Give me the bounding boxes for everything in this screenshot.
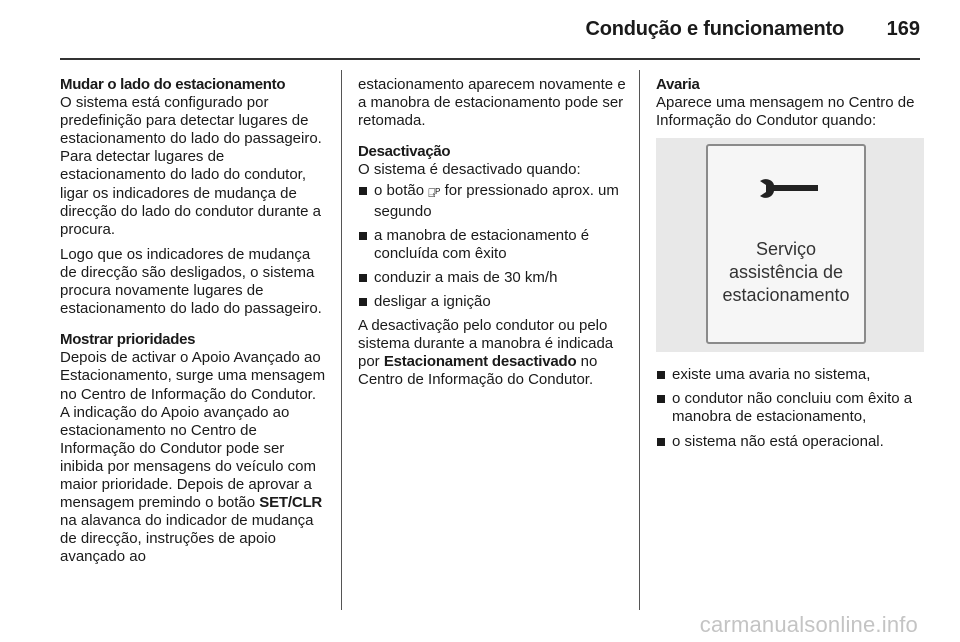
parking-assist-icon: ⍈ᴾ <box>428 186 441 201</box>
list-item: o sistema não está operacional. <box>656 433 924 451</box>
list-item: o condutor não concluiu com êxito a manobra de estacionamento, <box>656 390 924 426</box>
paragraph: Logo que os indicadores de mudança de direcção são desligados, o sistema procura novamente lugares de estacionamento do lado do passageiro. <box>60 245 322 318</box>
column-1 <box>60 76 328 566</box>
list-item: conduzir a mais de 30 km/h <box>358 269 628 287</box>
section-heading: Desactivação <box>358 143 451 161</box>
set-clr-label: SET/CLR <box>259 494 323 512</box>
display-illustration <box>656 138 924 352</box>
section-heading: Mudar o lado do estacionamento <box>60 76 286 93</box>
wrench-icon <box>758 178 820 200</box>
fault-list <box>656 366 924 450</box>
page-number: 169 <box>886 18 920 40</box>
list-item: o botão ⍈ᴾ for pressionado aprox. um segundo <box>358 182 628 220</box>
list-item: existe uma avaria no sistema, <box>656 366 924 384</box>
paragraph: O sistema é desactivado quando: <box>358 161 581 179</box>
page-header <box>60 14 920 48</box>
status-label: Estacionament desactivado <box>383 353 577 371</box>
section-heading: Avaria <box>656 76 700 93</box>
paragraph: estacionamento aparecem novamente e a manobra de estacionamento pode ser retomada. <box>358 76 626 130</box>
watermark-text: carmanualsonline.info <box>699 612 918 637</box>
header-divider <box>60 58 920 60</box>
section-heading: Mostrar prioridades <box>60 331 196 349</box>
list-item: a manobra de estacionamento é concluída com êxito <box>358 227 628 263</box>
paragraph: O sistema está configurado por predefinição para detectar lugares de estacionamento do lado do passageiro. Para detectar lugares de estacionamento do lado do condutor, ligar os indicadores de mudança de direcção do lado do condutor durante a procura. <box>60 94 322 238</box>
column-3 <box>656 76 924 457</box>
column-2 <box>358 76 628 389</box>
list-item: desligar a ignição <box>358 293 628 311</box>
column-divider <box>639 70 640 610</box>
paragraph: Aparece uma mensagem no Centro de Informação do Condutor quando: <box>656 94 915 130</box>
page-title: Condução e funcionamento <box>585 18 844 40</box>
display-message: Serviço assistência de estacionamento <box>722 239 850 306</box>
paragraph: Depois de activar o Apoio Avançado ao Estacionamento, surge uma mensagem no Centro de Informação do Condutor. A indicação do Apoio avançado ao estacionamento no Centro de Informação do Condutor pode ser inibida por mensagens do veículo com maior prioridade. Depois de aprovar a mensagem premindo o botão SET/CLR na alavanca do indicador de mudança de direcção, instruções de apoio avançado ao <box>60 349 326 566</box>
column-divider <box>341 70 342 610</box>
deactivation-list <box>358 182 628 311</box>
driver-info-display <box>706 144 866 344</box>
paragraph: A desactivação pelo condutor ou pelo sistema durante a manobra é indicada por Estacionament desactivado no Centro de Informação do Condutor. <box>358 317 614 389</box>
